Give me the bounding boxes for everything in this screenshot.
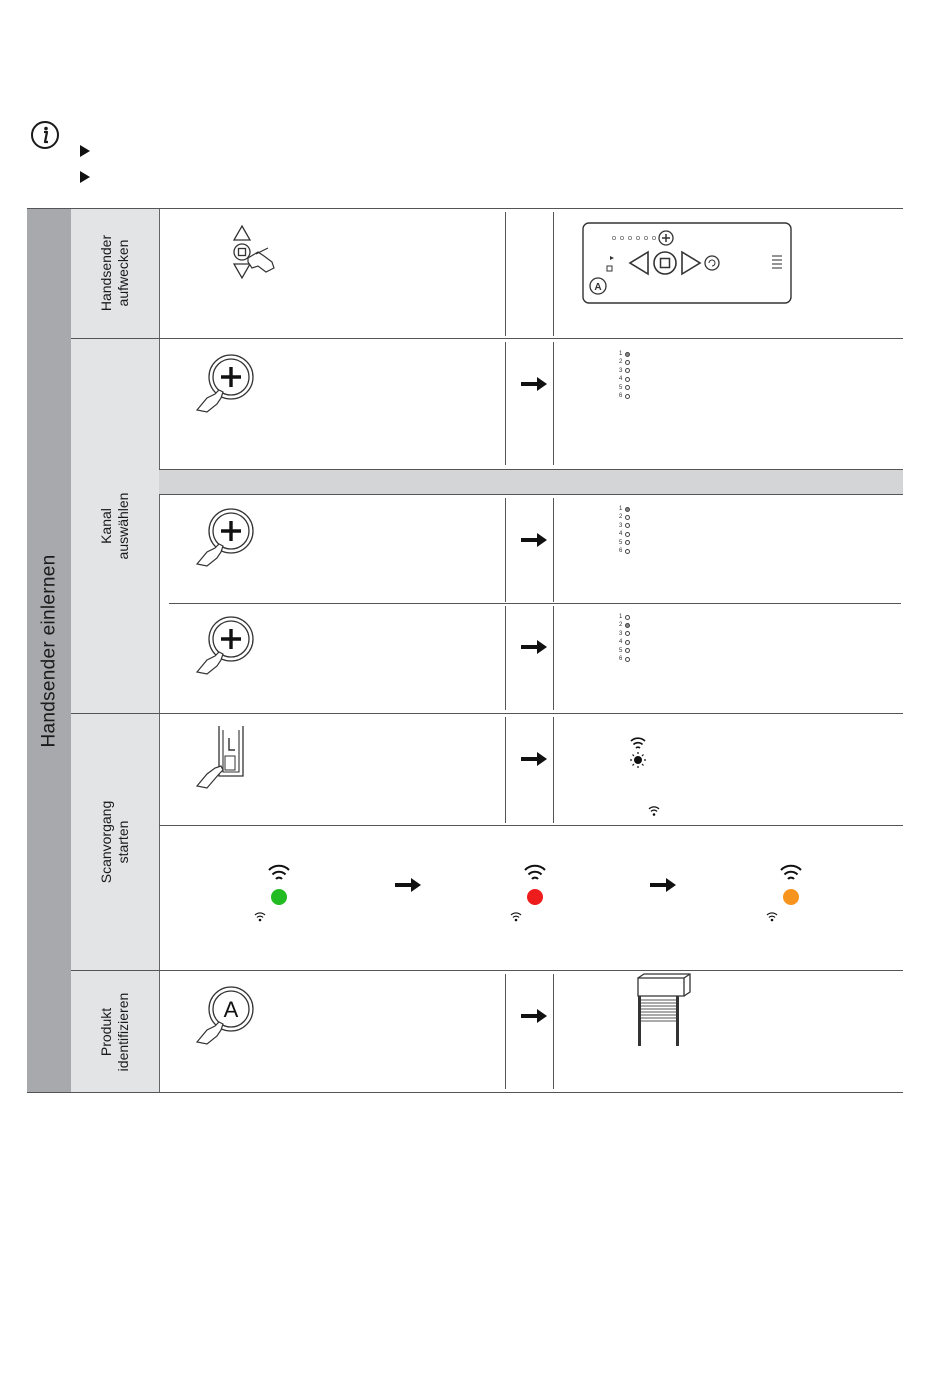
signal-small-icon xyxy=(647,804,661,816)
channel-number: 5 xyxy=(619,647,623,654)
channel-led-list xyxy=(619,613,630,663)
section-wake-label: Handsender aufwecken xyxy=(98,234,131,312)
hand-press-auto-button-icon xyxy=(193,984,257,1048)
rule-scan xyxy=(71,970,903,971)
sidebar xyxy=(27,208,72,1093)
channel-led-row xyxy=(619,655,630,663)
scan-state-red xyxy=(508,864,548,926)
col-rule xyxy=(505,212,506,336)
bullet-arrow-icon xyxy=(80,145,90,157)
channel-led-row xyxy=(619,384,630,392)
channel-number: 1 xyxy=(619,351,623,357)
rule-scan-mid xyxy=(159,825,903,826)
col-rule xyxy=(553,498,554,602)
bullet-arrow-icon xyxy=(80,171,90,183)
roller-shutter-icon xyxy=(634,972,692,1048)
channel-number: 4 xyxy=(619,376,623,383)
channel-number: 6 xyxy=(619,547,623,554)
channel-led-row xyxy=(619,539,630,547)
procedure-table xyxy=(27,208,903,1093)
section-identify-label: Produkt identifizieren xyxy=(98,992,131,1072)
led-on-icon xyxy=(625,507,630,512)
svg-text:A: A xyxy=(594,282,602,293)
channel-number: 3 xyxy=(619,630,623,637)
section-wake xyxy=(71,208,160,338)
rule-channel xyxy=(71,713,903,714)
hand-press-plus-icon xyxy=(193,614,257,678)
channel-led-list xyxy=(619,505,630,555)
led-on-icon xyxy=(625,352,630,357)
section-identify xyxy=(71,971,160,1093)
led-off-icon xyxy=(625,648,630,653)
col-rule xyxy=(505,717,506,823)
channel-led-row xyxy=(619,621,630,629)
remote-control-image xyxy=(582,222,792,304)
channel-number: 2 xyxy=(619,514,623,521)
channel-number: 6 xyxy=(619,392,623,399)
arrow-right-icon xyxy=(521,376,547,392)
status-led-red xyxy=(527,889,543,905)
led-off-icon xyxy=(625,515,630,520)
led-off-icon xyxy=(625,385,630,390)
sidebar-title: Handsender einlernen xyxy=(38,554,60,747)
col-rule xyxy=(553,974,554,1089)
arrow-right-icon xyxy=(521,751,547,767)
led-off-icon xyxy=(625,640,630,645)
status-led-orange xyxy=(783,889,799,905)
section-channel xyxy=(71,339,160,713)
channel-led-row xyxy=(619,367,630,375)
channel-number: 2 xyxy=(619,359,623,366)
hand-press-prog-button-icon xyxy=(193,724,261,790)
channel-number: 1 xyxy=(619,506,623,512)
led-off-icon xyxy=(625,657,630,662)
led-off-icon xyxy=(625,523,630,528)
arrow-right-icon xyxy=(650,877,676,893)
channel-separator xyxy=(159,469,903,495)
channel-number: 6 xyxy=(619,655,623,662)
col-rule xyxy=(553,717,554,823)
channel-led-row xyxy=(619,647,630,655)
hand-press-plus-icon xyxy=(193,352,257,416)
channel-number: 5 xyxy=(619,384,623,391)
led-off-icon xyxy=(625,540,630,545)
led-off-icon xyxy=(625,615,630,620)
arrow-right-icon xyxy=(521,1008,547,1024)
led-on-icon xyxy=(625,623,630,628)
channel-number: 5 xyxy=(619,539,623,546)
auto-button-letter: A xyxy=(223,997,239,1022)
channel-led-row xyxy=(619,638,630,646)
channel-number: 3 xyxy=(619,522,623,529)
channel-led-row xyxy=(619,613,630,621)
led-off-icon xyxy=(625,532,630,537)
led-off-icon xyxy=(625,377,630,382)
rule-wake xyxy=(71,338,903,339)
led-off-icon xyxy=(625,368,630,373)
channel-led-list xyxy=(619,350,630,400)
section-channel-label: Kanal auswählen xyxy=(98,492,131,560)
channel-number: 4 xyxy=(619,531,623,538)
channel-led-row xyxy=(619,530,630,538)
channel-number: 4 xyxy=(619,639,623,646)
channel-led-row xyxy=(619,522,630,530)
led-off-icon xyxy=(625,360,630,365)
hand-press-stop-icon xyxy=(228,222,280,282)
arrow-right-icon xyxy=(521,639,547,655)
led-off-icon xyxy=(625,394,630,399)
led-off-icon xyxy=(625,549,630,554)
hand-press-plus-icon xyxy=(193,506,257,570)
bullet-2 xyxy=(80,170,96,184)
col-rule xyxy=(505,342,506,465)
arrow-right-icon xyxy=(521,532,547,548)
channel-led-row xyxy=(619,505,630,513)
col-rule xyxy=(553,342,554,465)
section-scan-label: Scanvorgang starten xyxy=(98,800,131,884)
col-rule xyxy=(553,606,554,710)
col-rule xyxy=(505,498,506,602)
bullet-1 xyxy=(80,144,96,158)
channel-number: 3 xyxy=(619,367,623,374)
rule-channel-mid xyxy=(169,603,901,604)
channel-led-row xyxy=(619,358,630,366)
info-icon xyxy=(30,120,60,150)
scan-state-orange xyxy=(764,864,804,926)
col-rule xyxy=(505,974,506,1089)
channel-led-row xyxy=(619,350,630,358)
scan-state-green xyxy=(252,864,292,926)
arrow-right-icon xyxy=(395,877,421,893)
channel-led-row xyxy=(619,375,630,383)
channel-number: 2 xyxy=(619,622,623,629)
table-top-rule xyxy=(27,208,903,209)
blinking-led-icon xyxy=(624,735,652,771)
channel-led-row xyxy=(619,547,630,555)
col-rule xyxy=(553,212,554,336)
table-bottom-rule xyxy=(27,1092,903,1093)
status-led-green xyxy=(271,889,287,905)
channel-number: 1 xyxy=(619,614,623,620)
channel-led-row xyxy=(619,513,630,521)
section-scan xyxy=(71,714,160,970)
col-rule xyxy=(505,606,506,710)
channel-led-row xyxy=(619,630,630,638)
led-off-icon xyxy=(625,631,630,636)
channel-led-row xyxy=(619,392,630,400)
